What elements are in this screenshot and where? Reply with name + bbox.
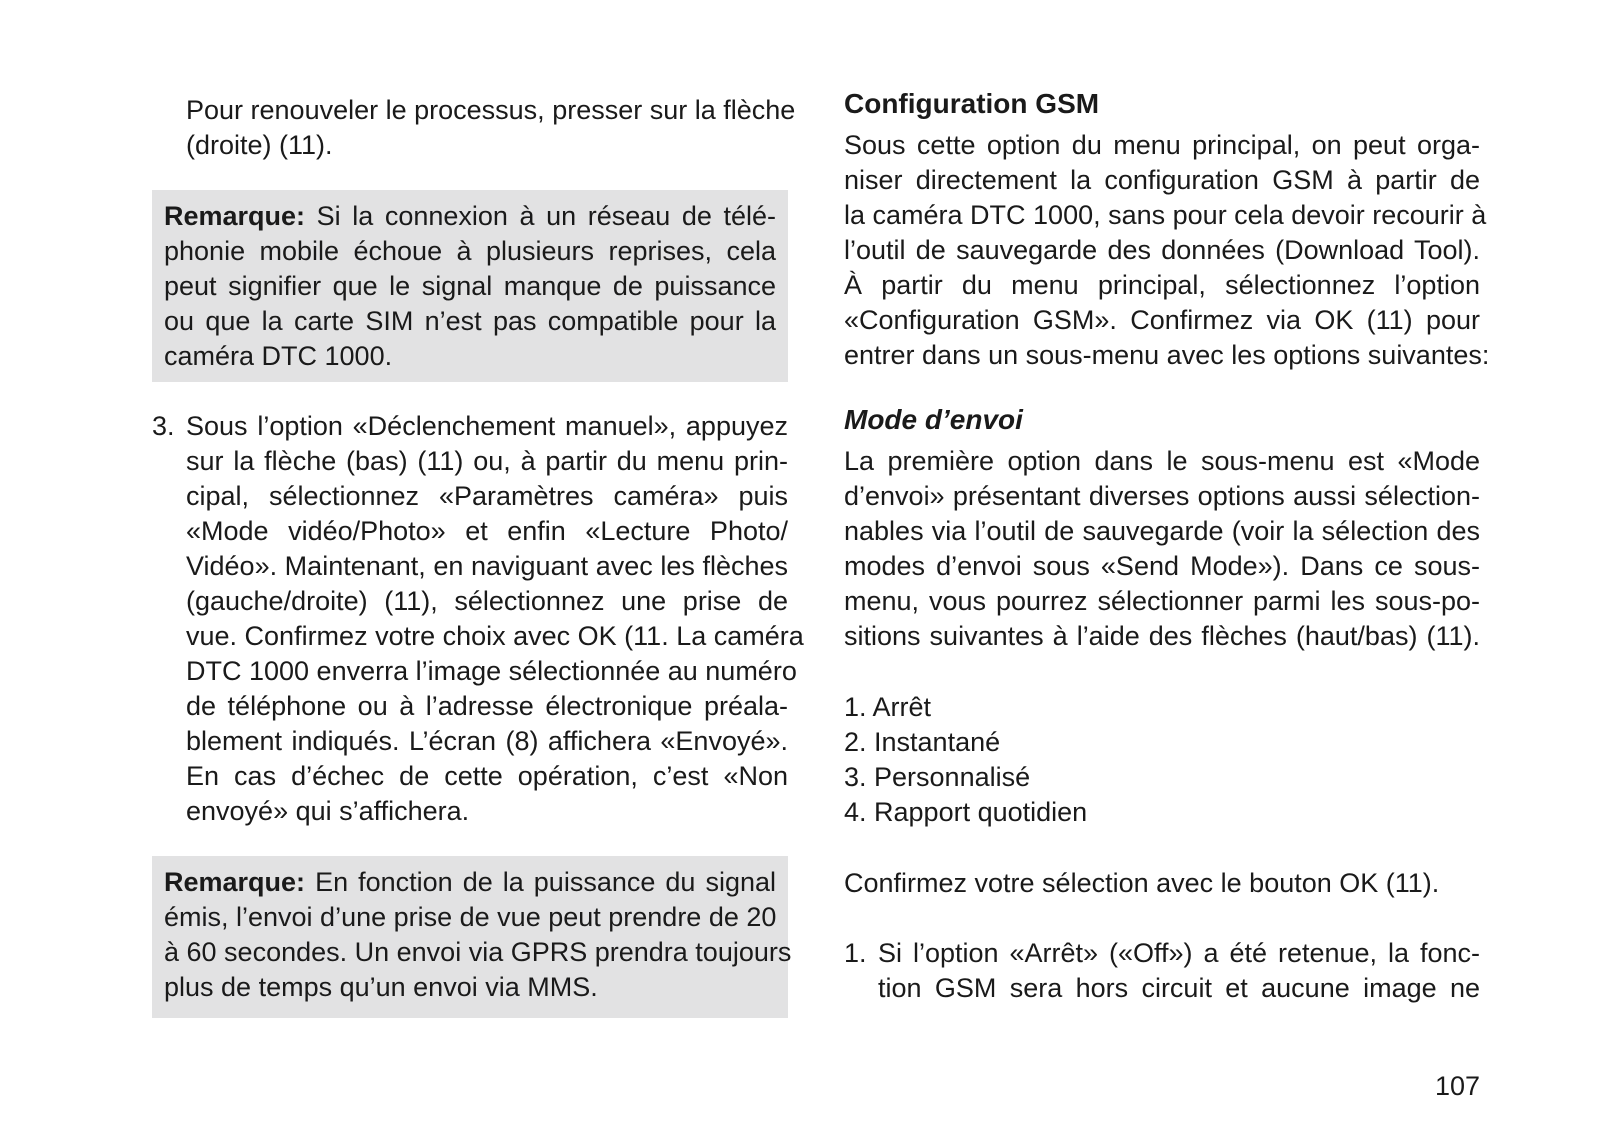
step-line: de téléphone ou à l’adresse électronique préala-: [186, 691, 788, 721]
paragraph-line: d’envoi» présentant diverses options aussi sélection-: [844, 481, 1480, 511]
paragraph-line: menu, vous pourrez sélectionner parmi les sous-po-: [844, 586, 1480, 616]
list-number: 1.: [844, 938, 867, 968]
paragraph-line: La première option dans le sous-menu est «Mode: [844, 446, 1480, 476]
note-line: [164, 864, 776, 900]
step-line: DTC 1000 enverra l’image sélectionnée au numéro: [186, 656, 797, 686]
note-box: [152, 856, 792, 1018]
subsection-heading: Mode d’envoi: [844, 404, 1023, 435]
step-line: blement indiqués. L’écran (8) affichera «Envoyé».: [186, 726, 788, 756]
note-text: Si la connexion à un réseau de télé-: [305, 201, 776, 231]
step-line: cipal, sélectionnez «Paramètres caméra» puis: [186, 481, 788, 511]
step-line: Sous l’option «Déclenchement manuel», appuyez: [186, 411, 788, 441]
step-line: vue. Confirmez votre choix avec OK (11. La caméra: [186, 621, 804, 651]
intro-line: Pour renouveler le processus, presser sur la flèche: [186, 95, 796, 125]
page-number: 107: [1434, 1071, 1480, 1101]
option-item: 1. Arrêt: [844, 692, 932, 722]
paragraph-line: modes d’envoi sous «Send Mode»). Dans ce sous-: [844, 551, 1480, 581]
note-line: peut signifier que le signal manque de puissance: [164, 271, 776, 301]
paragraph-line: niser directement la configuration GSM à partir de: [844, 165, 1480, 195]
paragraph-line: sitions suivantes à l’aide des flèches (haut/bas) (11).: [844, 621, 1480, 651]
intro-line: (droite) (11).: [186, 130, 333, 160]
confirm-text: Confirmez votre sélection avec le bouton OK (11).: [844, 868, 1440, 898]
note-text: En fonction de la puissance du signal: [305, 867, 776, 897]
note-label: Remarque:: [164, 867, 306, 897]
paragraph-line: «Configuration GSM». Confirmez via OK (11) pour: [844, 305, 1480, 335]
step-line: envoyé» qui s’affichera.: [186, 796, 470, 826]
option-item: 4. Rapport quotidien: [844, 797, 1088, 827]
note-line: [164, 198, 776, 234]
paragraph-line: entrer dans un sous-menu avec les options suivantes:: [844, 340, 1490, 370]
step-line: Vidéo». Maintenant, en naviguant avec les flèches: [186, 551, 788, 581]
note-line: plus de temps qu’un envoi via MMS.: [164, 972, 598, 1002]
option-item: 3. Personnalisé: [844, 762, 1031, 792]
step-line: sur la flèche (bas) (11) ou, à partir du menu prin-: [186, 446, 788, 476]
paragraph-line: nables via l’outil de sauvegarde (voir la sélection des: [844, 516, 1480, 546]
note-line: à 60 secondes. Un envoi via GPRS prendra toujours: [164, 937, 792, 967]
note-line: phonie mobile échoue à plusieurs reprises, cela: [164, 236, 776, 266]
note-line: émis, l’envoi d’une prise de vue peut prendre de 20: [164, 902, 777, 932]
section-heading: Configuration GSM: [844, 88, 1100, 119]
paragraph-line: Sous cette option du menu principal, on peut orga-: [844, 130, 1480, 160]
step-line: tion GSM sera hors circuit et aucune image ne: [878, 973, 1480, 1003]
paragraph-line: l’outil de sauvegarde des données (Download Tool).: [844, 235, 1480, 265]
step-line: Si l’option «Arrêt» («Off») a été retenue, la fonc-: [878, 938, 1480, 968]
note-line: caméra DTC 1000.: [164, 341, 393, 371]
paragraph-line: À partir du menu principal, sélectionnez l’option: [844, 270, 1480, 300]
step-line: (gauche/droite) (11), sélectionnez une prise de: [186, 586, 788, 616]
note-box: [152, 190, 788, 382]
note-line: ou que la carte SIM n’est pas compatible pour la: [164, 306, 776, 336]
option-item: 2. Instantané: [844, 727, 1001, 757]
step-line: En cas d’échec de cette opération, c’est «Non: [186, 761, 788, 791]
list-number: 3.: [152, 411, 175, 441]
paragraph-line: la caméra DTC 1000, sans pour cela devoir recourir à: [844, 200, 1487, 230]
note-label: Remarque:: [164, 201, 306, 231]
step-line: «Mode vidéo/Photo» et enfin «Lecture Photo/: [186, 516, 788, 546]
